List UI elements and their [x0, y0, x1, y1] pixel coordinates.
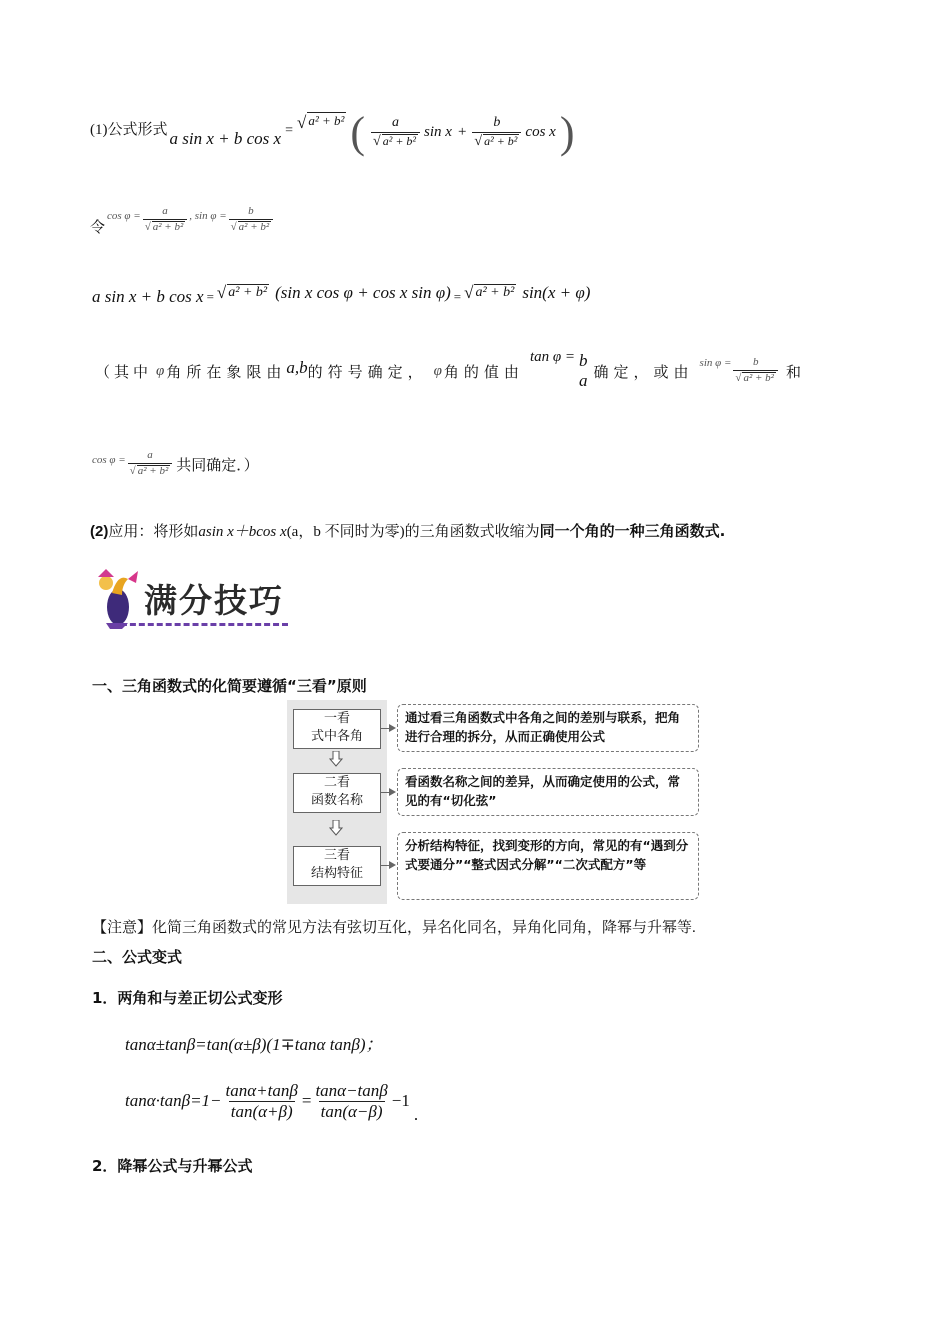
text: 应用：将形如	[108, 524, 199, 540]
down-arrow-icon	[329, 751, 343, 767]
frac-numerator: b	[752, 356, 759, 369]
equals: =	[206, 288, 214, 304]
application-line	[90, 520, 725, 541]
sqrt-a2-b2: a² + b²	[475, 285, 515, 300]
connector-line	[381, 728, 389, 729]
frac-denominator: a² + b²	[382, 133, 417, 148]
formula-tan-sum: tanα±tanβ=tan(α±β)(1∓tanα tanβ)；	[125, 1035, 383, 1054]
tail: −1	[391, 1091, 410, 1110]
tail-text: 共同确定．）	[176, 457, 259, 474]
sin-x: sin x	[424, 124, 452, 140]
frac-numerator: tanα+tanβ	[225, 1080, 298, 1100]
flowchart-note-1: 通过看三角函数式中各角之间的差别与联系，把角进行合理的拆分，从而正确使用公式	[397, 704, 699, 752]
box-line: 式中各角	[310, 729, 363, 744]
sqrt-a2-b2: a² + b²	[228, 285, 268, 300]
fraction-cos-phi: $\frac{a}{\text{√ a² + b²}}$	[143, 206, 188, 233]
connector-line	[381, 792, 389, 793]
box-line: 二看	[323, 775, 350, 790]
text: （其中	[95, 364, 153, 381]
cos-phi: cos φ =	[92, 454, 126, 466]
fraction-b-over-a	[577, 352, 590, 390]
cos-x: cos x	[525, 124, 556, 140]
frac-denominator: a² + b²	[484, 133, 518, 148]
formula-label: (1)公式形式	[90, 122, 168, 138]
connector-arrowhead	[389, 724, 396, 732]
notice-text: 【注意】化简三角函数式的常见方法有弦切互化，异名化同名，异角化同角，降幂与升幂等.	[92, 920, 696, 936]
frac-numerator: b	[248, 205, 254, 218]
section-title-2: 二、公式变式	[92, 948, 183, 966]
rhs-expression: sin(x + φ)	[522, 282, 591, 302]
fraction-diff	[313, 1082, 389, 1121]
box-line: 结构特征	[310, 866, 363, 881]
phi: φ	[433, 362, 442, 379]
formula-line-2	[90, 200, 275, 240]
frac-numerator: a	[147, 449, 153, 462]
frac-numerator: a	[392, 114, 400, 130]
equals: =	[453, 288, 462, 304]
frac-numerator: b	[579, 351, 588, 371]
lhs-expression: tanα·tanβ=1−	[125, 1091, 222, 1110]
equals: =	[301, 1091, 312, 1110]
paren-expression: (sin x cos φ + cos x sin φ)	[275, 282, 451, 302]
formula-line-5	[92, 444, 259, 484]
text: 的符号确定，	[307, 364, 428, 381]
plus: +	[457, 124, 467, 140]
formula-line-1: (1)公式形式 a sin x + b cos x = √ a² + b² ( $\frac{a}{\text{√ a² + b²}}$ sin x + $\frac{b}{\text{√ a² + b²}}$ cos x )	[90, 107, 575, 157]
flowchart-box-2	[293, 773, 381, 813]
frac-denominator: a² + b²	[137, 465, 169, 477]
down-arrow-icon	[329, 820, 343, 836]
connector-line	[381, 865, 389, 866]
subsection-title-2: 2．降幂公式与升幂公式	[92, 1157, 253, 1175]
fraction-b-over-sqrt: $\frac{b}{\text{√ a² + b²}}$	[472, 116, 521, 149]
fraction-sin-phi: $\frac{b}{\text{√ a² + b²}}$	[733, 357, 778, 384]
sin-phi: , sin φ =	[189, 210, 227, 222]
frac-denominator: a² + b²	[238, 221, 270, 233]
ling-text: 令	[90, 219, 106, 236]
formula-line-4	[95, 345, 801, 397]
sin-phi: sin φ =	[699, 357, 732, 369]
frac-denominator: a² + b²	[743, 372, 774, 384]
flowchart-note-3: 分析结构特征，找到变形的方向，常见的有“遇到分式要通分”“整式因式分解”“二次式配方”等	[397, 832, 699, 900]
frac-numerator: tanα−tanβ	[315, 1080, 388, 1100]
frac-denominator: a	[579, 371, 588, 390]
box-line: 一看	[323, 711, 350, 726]
flowchart-note-2: 看函数名称之间的差异，从而确定使用的公式，常见的有“切化弦”	[397, 768, 699, 816]
text: 和	[785, 364, 801, 381]
lhs-expression: a sin x + b cos x	[169, 128, 282, 148]
box-line: 三看	[323, 848, 350, 863]
text: 角的值由	[443, 364, 524, 381]
formula-tan-product	[125, 1075, 418, 1127]
formula-line-3: a sin x + b cos x = √ a² + b² (sin x cos φ + cos x sin φ) = √ a² + b² sin(x + φ)	[92, 282, 591, 306]
equals: =	[285, 122, 293, 138]
flowchart-box-1	[293, 709, 381, 749]
frac-denominator: a² + b²	[152, 221, 184, 233]
frac-numerator: b	[493, 114, 501, 130]
expression: asin x＋bcos x	[198, 524, 287, 540]
banner	[92, 565, 292, 633]
sqrt-a2-b2: a² + b²	[308, 113, 345, 128]
box-line: 函数名称	[310, 793, 363, 808]
cos-phi: cos φ =	[107, 210, 141, 222]
text: 角所在象限由	[166, 364, 287, 381]
bold-tail: 同一个角的一种三角函数式.	[539, 522, 726, 540]
banner-underline	[112, 623, 288, 626]
section-title-1: 一、三角函数式的化简要遵循“三看”原则	[92, 677, 367, 695]
flowchart-box-3	[293, 846, 381, 886]
frac-denominator: tan(α−β)	[320, 1101, 383, 1121]
lhs-expression: a sin x + b cos x	[92, 286, 204, 306]
text: 确定，或由	[593, 364, 694, 381]
phi: φ	[156, 362, 165, 379]
cartoon-icon	[92, 565, 142, 631]
fraction-sum	[224, 1082, 300, 1121]
fraction-cos-phi: $\frac{a}{\text{√ a² + b²}}$	[128, 450, 173, 477]
fraction-sin-phi: $\frac{b}{\text{√ a² + b²}}$	[229, 206, 274, 233]
tan-phi: tan φ =	[529, 348, 576, 365]
connector-arrowhead	[389, 788, 396, 796]
frac-numerator: a	[162, 205, 168, 218]
ab: a,b	[286, 358, 308, 377]
label: (2)	[90, 523, 109, 540]
fraction-a-over-sqrt: $\frac{a}{\text{√ a² + b²}}$	[371, 116, 420, 149]
banner-title: 满分技巧	[144, 581, 284, 620]
period: .	[413, 1105, 419, 1124]
subsection-title-1: 1．两角和与差正切公式变形	[92, 989, 283, 1007]
frac-denominator: tan(α+β)	[230, 1101, 293, 1121]
text: (a，b 不同时为零)的三角函数式收缩为	[286, 524, 540, 540]
connector-arrowhead	[389, 861, 396, 869]
